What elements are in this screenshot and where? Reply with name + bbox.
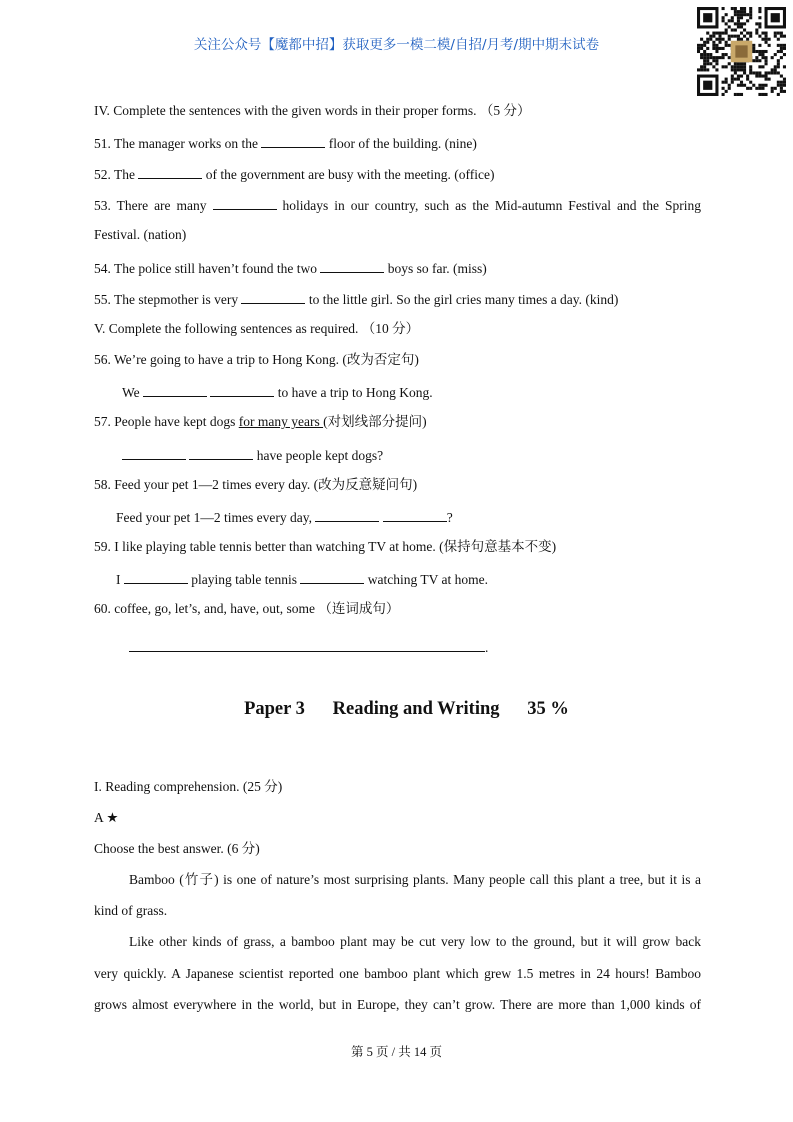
answer-line-57: have people kept dogs? — [122, 446, 383, 464]
section4-heading: IV. Complete the sentences with the given words in their proper forms. （5 分） — [94, 103, 531, 118]
answer-blank-52[interactable] — [138, 165, 202, 179]
answer-line-58: Feed your pet 1—2 times every day, ? — [116, 510, 453, 525]
promo-header: 关注公众号【魔都中招】获取更多一模二模/自招/月考/期中期末试卷 — [193, 37, 600, 53]
answer-blank-59a[interactable] — [124, 570, 188, 584]
part-a-label: A ★ — [94, 810, 119, 825]
answer-blank-60[interactable] — [129, 638, 485, 652]
answer-line-60: . — [129, 638, 488, 656]
answer-blank-51[interactable] — [261, 134, 325, 148]
answer-blank-54[interactable] — [320, 259, 384, 273]
qr-code-image — [697, 7, 786, 96]
question-58: 58. Feed your pet 1—2 times every day. (改为反意疑问句) — [94, 477, 418, 492]
question-52: 52. The of the government are busy with the meeting. (office) — [94, 167, 495, 182]
answer-blank-56a[interactable] — [143, 383, 207, 397]
passage-p2-line1: Like other kinds of grass, a bamboo plant may be cut very low to the ground, but it will grow back — [129, 934, 701, 949]
question-57: 57. People have kept dogs for many years (对划线部分提问) — [94, 414, 427, 429]
answer-blank-53[interactable] — [213, 196, 277, 210]
answer-blank-56b[interactable] — [210, 383, 274, 397]
section5-heading: V. Complete the following sentences as required. （10 分） — [94, 321, 420, 336]
question-53-continued: Festival. (nation) — [94, 227, 187, 242]
page-footer: 第 5 页 / 共 14 页 — [351, 1045, 442, 1059]
answer-blank-58a[interactable] — [315, 508, 379, 522]
answer-line-56: We to have a trip to Hong Kong. — [122, 385, 433, 400]
answer-blank-58b[interactable] — [383, 508, 447, 522]
question-53: 53. There are many holidays in our country, such as the Mid-autumn Festival and the Spring — [94, 198, 701, 213]
question-59: 59. I like playing table tennis better than watching TV at home. (保持句意基本不变) — [94, 539, 557, 554]
answer-blank-55[interactable] — [241, 290, 305, 304]
answer-blank-59b[interactable] — [300, 570, 364, 584]
reading-instruction: Choose the best answer. (6 分) — [94, 841, 260, 856]
answer-blank-57a[interactable] — [122, 446, 186, 460]
passage-p2-line3: grows almost everywhere in the world, but in Europe, they can’t grow. There are more than 1,000 kinds of — [94, 997, 701, 1012]
question-60: 60. coffee, go, let’s, and, have, out, some （连词成句） — [94, 601, 400, 616]
question-55: 55. The stepmother is very to the little girl. So the girl cries many times a day. (kind) — [94, 292, 619, 307]
question-56: 56. We’re going to have a trip to Hong Kong. (改为否定句) — [94, 352, 419, 367]
question-51: 51. The manager works on the floor of the building. (nine) — [94, 136, 477, 151]
passage-p1-line2: kind of grass. — [94, 903, 168, 918]
answer-line-59: I playing table tennis watching TV at home. — [116, 572, 488, 587]
answer-blank-57b[interactable] — [189, 446, 253, 460]
underlined-phrase: for many years — [238, 414, 324, 429]
paper3-title: Paper 3 Reading and Writing 35 % — [244, 699, 569, 719]
question-54: 54. The police still haven’t found the two boys so far. (miss) — [94, 261, 487, 276]
reading-heading: I. Reading comprehension. (25 分) — [94, 779, 283, 794]
passage-p2-line2: very quickly. A Japanese scientist reported one bamboo plant which grew 1.5 metres in 24 hours! Bamboo — [94, 966, 701, 981]
passage-p1-line1: Bamboo (竹子) is one of nature’s most surprising plants. Many people call this plant a tree, but it is a — [129, 872, 701, 887]
